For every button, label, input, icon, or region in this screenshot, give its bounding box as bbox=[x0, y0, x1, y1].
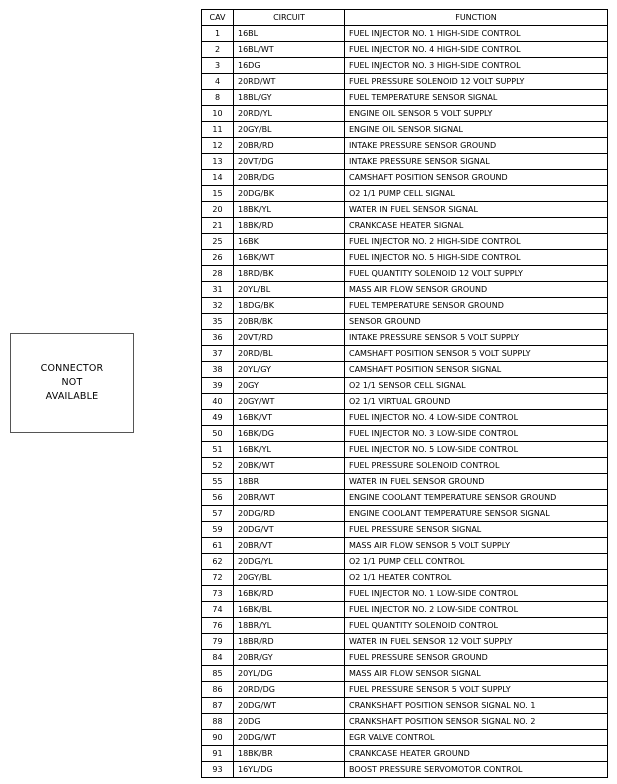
table-row bbox=[202, 394, 608, 410]
cell-function: WATER IN FUEL SENSOR SIGNAL bbox=[345, 202, 608, 218]
cell-cav: 3 bbox=[202, 58, 234, 74]
cell-function: CRANKCASE HEATER SIGNAL bbox=[345, 218, 608, 234]
cell-cav: 51 bbox=[202, 442, 234, 458]
cell-cav: 31 bbox=[202, 282, 234, 298]
table-row bbox=[202, 746, 608, 762]
cell-function: FUEL INJECTOR NO. 3 LOW-SIDE CONTROL bbox=[345, 426, 608, 442]
cell-cav: 37 bbox=[202, 346, 234, 362]
cell-cav: 79 bbox=[202, 634, 234, 650]
table-row bbox=[202, 138, 608, 154]
cell-cav: 52 bbox=[202, 458, 234, 474]
cell-circuit: 20BR/BK bbox=[234, 314, 345, 330]
cell-cav: 25 bbox=[202, 234, 234, 250]
cell-cav: 40 bbox=[202, 394, 234, 410]
table-row bbox=[202, 58, 608, 74]
cell-cav: 8 bbox=[202, 90, 234, 106]
table-row bbox=[202, 42, 608, 58]
table-row bbox=[202, 298, 608, 314]
cell-circuit: 16BK/RD bbox=[234, 586, 345, 602]
table-row bbox=[202, 202, 608, 218]
cell-cav: 72 bbox=[202, 570, 234, 586]
cell-function: O2 1/1 PUMP CELL SIGNAL bbox=[345, 186, 608, 202]
table-row bbox=[202, 362, 608, 378]
cell-cav: 55 bbox=[202, 474, 234, 490]
cell-circuit: 16BK/YL bbox=[234, 442, 345, 458]
cell-function: CRANKSHAFT POSITION SENSOR SIGNAL NO. 1 bbox=[345, 698, 608, 714]
cell-circuit: 20DG/VT bbox=[234, 522, 345, 538]
cell-circuit: 20YL/BL bbox=[234, 282, 345, 298]
cell-circuit: 20GY/BL bbox=[234, 570, 345, 586]
cell-circuit: 20BR/WT bbox=[234, 490, 345, 506]
cell-cav: 91 bbox=[202, 746, 234, 762]
cell-circuit: 16BK/BL bbox=[234, 602, 345, 618]
cell-circuit: 20DG/YL bbox=[234, 554, 345, 570]
cell-cav: 35 bbox=[202, 314, 234, 330]
cell-cav: 38 bbox=[202, 362, 234, 378]
cell-cav: 74 bbox=[202, 602, 234, 618]
table-row bbox=[202, 410, 608, 426]
cell-cav: 2 bbox=[202, 42, 234, 58]
table-row bbox=[202, 666, 608, 682]
table-row bbox=[202, 698, 608, 714]
cell-function: FUEL PRESSURE SOLENOID 12 VOLT SUPPLY bbox=[345, 74, 608, 90]
table-row bbox=[202, 490, 608, 506]
connector-label-line-2: NOT bbox=[61, 377, 83, 388]
table-row bbox=[202, 682, 608, 698]
cell-circuit: 18BL/GY bbox=[234, 90, 345, 106]
cell-circuit: 20VT/DG bbox=[234, 154, 345, 170]
cell-function: FUEL PRESSURE SENSOR GROUND bbox=[345, 650, 608, 666]
table-row bbox=[202, 106, 608, 122]
cell-cav: 20 bbox=[202, 202, 234, 218]
cell-function: CAMSHAFT POSITION SENSOR GROUND bbox=[345, 170, 608, 186]
header-function: FUNCTION bbox=[345, 10, 608, 26]
cell-cav: 88 bbox=[202, 714, 234, 730]
cell-cav: 4 bbox=[202, 74, 234, 90]
cell-circuit: 20RD/BL bbox=[234, 346, 345, 362]
cell-function: FUEL INJECTOR NO. 5 LOW-SIDE CONTROL bbox=[345, 442, 608, 458]
cell-circuit: 20DG/WT bbox=[234, 730, 345, 746]
table-row bbox=[202, 522, 608, 538]
cell-circuit: 18BK/YL bbox=[234, 202, 345, 218]
cell-cav: 50 bbox=[202, 426, 234, 442]
cell-function: FUEL TEMPERATURE SENSOR SIGNAL bbox=[345, 90, 608, 106]
cell-circuit: 16BL bbox=[234, 26, 345, 42]
cell-cav: 49 bbox=[202, 410, 234, 426]
cell-function: MASS AIR FLOW SENSOR GROUND bbox=[345, 282, 608, 298]
cell-function: FUEL PRESSURE SENSOR 5 VOLT SUPPLY bbox=[345, 682, 608, 698]
connector-not-available-box bbox=[10, 333, 134, 433]
cell-cav: 85 bbox=[202, 666, 234, 682]
cell-cav: 93 bbox=[202, 762, 234, 778]
cell-function: INTAKE PRESSURE SENSOR 5 VOLT SUPPLY bbox=[345, 330, 608, 346]
cell-cav: 87 bbox=[202, 698, 234, 714]
cell-circuit: 20RD/DG bbox=[234, 682, 345, 698]
cell-cav: 26 bbox=[202, 250, 234, 266]
connector-label-line-3: AVAILABLE bbox=[45, 391, 99, 402]
cell-function: CRANKCASE HEATER GROUND bbox=[345, 746, 608, 762]
cell-cav: 61 bbox=[202, 538, 234, 554]
cell-circuit: 20DG bbox=[234, 714, 345, 730]
cell-function: O2 1/1 PUMP CELL CONTROL bbox=[345, 554, 608, 570]
table-row bbox=[202, 234, 608, 250]
cell-circuit: 20RD/WT bbox=[234, 74, 345, 90]
cell-function: FUEL PRESSURE SOLENOID CONTROL bbox=[345, 458, 608, 474]
cell-function: FUEL INJECTOR NO. 4 LOW-SIDE CONTROL bbox=[345, 410, 608, 426]
cell-function: FUEL INJECTOR NO. 1 HIGH-SIDE CONTROL bbox=[345, 26, 608, 42]
cell-cav: 32 bbox=[202, 298, 234, 314]
cell-cav: 14 bbox=[202, 170, 234, 186]
cell-function: FUEL INJECTOR NO. 1 LOW-SIDE CONTROL bbox=[345, 586, 608, 602]
connector-label-line-1: CONNECTOR bbox=[40, 363, 104, 374]
table-row bbox=[202, 570, 608, 586]
cell-function: ENGINE COOLANT TEMPERATURE SENSOR GROUND bbox=[345, 490, 608, 506]
cell-function: EGR VALVE CONTROL bbox=[345, 730, 608, 746]
cell-circuit: 16DG bbox=[234, 58, 345, 74]
cell-cav: 59 bbox=[202, 522, 234, 538]
table-row bbox=[202, 154, 608, 170]
cell-function: ENGINE OIL SENSOR 5 VOLT SUPPLY bbox=[345, 106, 608, 122]
cell-cav: 13 bbox=[202, 154, 234, 170]
cell-cav: 57 bbox=[202, 506, 234, 522]
table-row bbox=[202, 442, 608, 458]
cell-function: FUEL PRESSURE SENSOR SIGNAL bbox=[345, 522, 608, 538]
table-row bbox=[202, 714, 608, 730]
cell-circuit: 20GY/BL bbox=[234, 122, 345, 138]
cell-function: FUEL QUANTITY SOLENOID 12 VOLT SUPPLY bbox=[345, 266, 608, 282]
cell-circuit: 20DG/RD bbox=[234, 506, 345, 522]
cell-function: ENGINE COOLANT TEMPERATURE SENSOR SIGNAL bbox=[345, 506, 608, 522]
cell-cav: 76 bbox=[202, 618, 234, 634]
table-row bbox=[202, 602, 608, 618]
table-row bbox=[202, 506, 608, 522]
cell-function: CAMSHAFT POSITION SENSOR SIGNAL bbox=[345, 362, 608, 378]
cell-function: MASS AIR FLOW SENSOR 5 VOLT SUPPLY bbox=[345, 538, 608, 554]
cell-cav: 86 bbox=[202, 682, 234, 698]
cell-circuit: 20DG/WT bbox=[234, 698, 345, 714]
cell-function: O2 1/1 SENSOR CELL SIGNAL bbox=[345, 378, 608, 394]
cell-function: ENGINE OIL SENSOR SIGNAL bbox=[345, 122, 608, 138]
cell-function: CRANKSHAFT POSITION SENSOR SIGNAL NO. 2 bbox=[345, 714, 608, 730]
table-row bbox=[202, 762, 608, 778]
table-row bbox=[202, 634, 608, 650]
cell-function: FUEL INJECTOR NO. 2 HIGH-SIDE CONTROL bbox=[345, 234, 608, 250]
table-row bbox=[202, 314, 608, 330]
cell-function: FUEL INJECTOR NO. 3 HIGH-SIDE CONTROL bbox=[345, 58, 608, 74]
table-row bbox=[202, 250, 608, 266]
table-row bbox=[202, 618, 608, 634]
cell-function: SENSOR GROUND bbox=[345, 314, 608, 330]
cell-circuit: 20YL/DG bbox=[234, 666, 345, 682]
cell-circuit: 20DG/BK bbox=[234, 186, 345, 202]
table-row bbox=[202, 474, 608, 490]
table-header-row bbox=[202, 10, 608, 26]
header-cav: CAV bbox=[202, 10, 234, 26]
cell-circuit: 20RD/YL bbox=[234, 106, 345, 122]
cell-circuit: 20BR/GY bbox=[234, 650, 345, 666]
cell-function: O2 1/1 HEATER CONTROL bbox=[345, 570, 608, 586]
cell-cav: 28 bbox=[202, 266, 234, 282]
cell-function: WATER IN FUEL SENSOR GROUND bbox=[345, 474, 608, 490]
cell-function: FUEL INJECTOR NO. 2 LOW-SIDE CONTROL bbox=[345, 602, 608, 618]
cell-circuit: 18BR/YL bbox=[234, 618, 345, 634]
table-row bbox=[202, 730, 608, 746]
cell-cav: 90 bbox=[202, 730, 234, 746]
cell-cav: 11 bbox=[202, 122, 234, 138]
cell-circuit: 18DG/BK bbox=[234, 298, 345, 314]
cell-circuit: 20GY bbox=[234, 378, 345, 394]
table-row bbox=[202, 170, 608, 186]
cell-circuit: 16BK/WT bbox=[234, 250, 345, 266]
cell-function: INTAKE PRESSURE SENSOR GROUND bbox=[345, 138, 608, 154]
table-row bbox=[202, 650, 608, 666]
pinout-table bbox=[201, 9, 608, 778]
table-row bbox=[202, 538, 608, 554]
table-row bbox=[202, 346, 608, 362]
table-row bbox=[202, 554, 608, 570]
cell-cav: 62 bbox=[202, 554, 234, 570]
cell-circuit: 20BK/WT bbox=[234, 458, 345, 474]
cell-circuit: 20VT/RD bbox=[234, 330, 345, 346]
cell-circuit: 18BK/BR bbox=[234, 746, 345, 762]
cell-circuit: 16YL/DG bbox=[234, 762, 345, 778]
table-row bbox=[202, 458, 608, 474]
cell-function: BOOST PRESSURE SERVOMOTOR CONTROL bbox=[345, 762, 608, 778]
table-row bbox=[202, 266, 608, 282]
cell-function: INTAKE PRESSURE SENSOR SIGNAL bbox=[345, 154, 608, 170]
cell-cav: 36 bbox=[202, 330, 234, 346]
cell-function: O2 1/1 VIRTUAL GROUND bbox=[345, 394, 608, 410]
cell-function: WATER IN FUEL SENSOR 12 VOLT SUPPLY bbox=[345, 634, 608, 650]
cell-circuit: 16BK/VT bbox=[234, 410, 345, 426]
cell-cav: 10 bbox=[202, 106, 234, 122]
cell-circuit: 20BR/DG bbox=[234, 170, 345, 186]
table-row bbox=[202, 122, 608, 138]
table-row bbox=[202, 74, 608, 90]
cell-function: MASS AIR FLOW SENSOR SIGNAL bbox=[345, 666, 608, 682]
table-row bbox=[202, 282, 608, 298]
cell-circuit: 18RD/BK bbox=[234, 266, 345, 282]
cell-function: FUEL INJECTOR NO. 5 HIGH-SIDE CONTROL bbox=[345, 250, 608, 266]
table-row bbox=[202, 218, 608, 234]
cell-cav: 84 bbox=[202, 650, 234, 666]
table-row bbox=[202, 426, 608, 442]
table-row bbox=[202, 586, 608, 602]
cell-circuit: 20BR/RD bbox=[234, 138, 345, 154]
cell-cav: 73 bbox=[202, 586, 234, 602]
cell-function: CAMSHAFT POSITION SENSOR 5 VOLT SUPPLY bbox=[345, 346, 608, 362]
table-row bbox=[202, 186, 608, 202]
cell-circuit: 16BL/WT bbox=[234, 42, 345, 58]
cell-function: FUEL TEMPERATURE SENSOR GROUND bbox=[345, 298, 608, 314]
cell-cav: 56 bbox=[202, 490, 234, 506]
cell-circuit: 20GY/WT bbox=[234, 394, 345, 410]
cell-circuit: 20YL/GY bbox=[234, 362, 345, 378]
cell-circuit: 16BK bbox=[234, 234, 345, 250]
cell-cav: 21 bbox=[202, 218, 234, 234]
cell-function: FUEL QUANTITY SOLENOID CONTROL bbox=[345, 618, 608, 634]
cell-cav: 12 bbox=[202, 138, 234, 154]
cell-cav: 39 bbox=[202, 378, 234, 394]
cell-cav: 15 bbox=[202, 186, 234, 202]
cell-circuit: 20BR/VT bbox=[234, 538, 345, 554]
table-row bbox=[202, 378, 608, 394]
table-row bbox=[202, 26, 608, 42]
header-circuit: CIRCUIT bbox=[234, 10, 345, 26]
cell-function: FUEL INJECTOR NO. 4 HIGH-SIDE CONTROL bbox=[345, 42, 608, 58]
cell-circuit: 18BR bbox=[234, 474, 345, 490]
cell-circuit: 18BR/RD bbox=[234, 634, 345, 650]
cell-circuit: 18BK/RD bbox=[234, 218, 345, 234]
cell-circuit: 16BK/DG bbox=[234, 426, 345, 442]
cell-cav: 1 bbox=[202, 26, 234, 42]
table-row bbox=[202, 90, 608, 106]
table-row bbox=[202, 330, 608, 346]
